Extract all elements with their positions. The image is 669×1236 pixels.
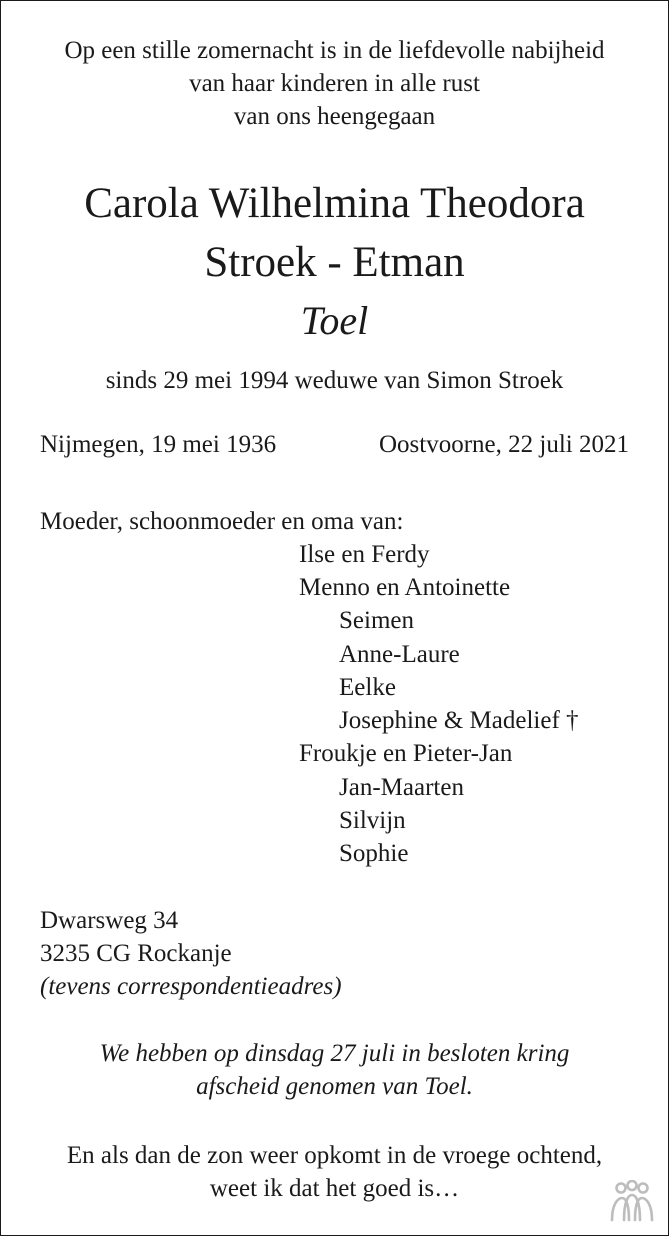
grandchild: Eelke bbox=[339, 674, 396, 701]
address-note: (tevens correspondentieadres) bbox=[40, 973, 342, 1000]
closing-line-2: weet ik dat het goed is… bbox=[209, 1175, 460, 1202]
birth-place-date: Nijmegen, 19 mei 1936 bbox=[40, 431, 277, 458]
deceased-name-line-2: Stroek - Etman bbox=[204, 239, 465, 286]
death-place-date: Oostvoorne, 22 juli 2021 bbox=[379, 431, 629, 458]
grandchild: Anne-Laure bbox=[339, 641, 460, 668]
intro-line-3: van ons heengegaan bbox=[233, 103, 436, 130]
address-street: Dwarsweg 34 bbox=[40, 907, 179, 934]
farewell-line-1: We hebben op dinsdag 27 juli in besloten kring bbox=[99, 1040, 570, 1067]
child-3: Froukje en Pieter-Jan bbox=[299, 740, 513, 767]
deceased-nickname: Toel bbox=[300, 298, 369, 343]
people-group-icon bbox=[608, 1180, 656, 1224]
grandchild: Silvijn bbox=[339, 807, 406, 834]
grandchild: Seimen bbox=[339, 607, 414, 634]
grandchild: Josephine & Madelief † bbox=[339, 707, 579, 734]
intro-line-1: Op een stille zomernacht is in de liefdevolle nabijheid bbox=[64, 37, 605, 64]
child-1: Ilse en Ferdy bbox=[299, 541, 430, 568]
family-heading: Moeder, schoonmoeder en oma van: bbox=[40, 508, 404, 535]
grandchild: Jan-Maarten bbox=[339, 774, 464, 801]
closing-line-1: En als dan de zon weer opkomt in de vroege ochtend, bbox=[66, 1142, 603, 1169]
deceased-name-line-1: Carola Wilhelmina Theodora bbox=[84, 180, 585, 227]
farewell-line-2: afscheid genomen van Toel. bbox=[196, 1073, 473, 1100]
grandchild: Sophie bbox=[339, 840, 409, 867]
child-2: Menno en Antoinette bbox=[299, 574, 511, 601]
intro-line-2: van haar kinderen in alle rust bbox=[189, 70, 480, 97]
address-city: 3235 CG Rockanje bbox=[40, 940, 232, 967]
widow-line: sinds 29 mei 1994 weduwe van Simon Stroek bbox=[105, 367, 564, 394]
